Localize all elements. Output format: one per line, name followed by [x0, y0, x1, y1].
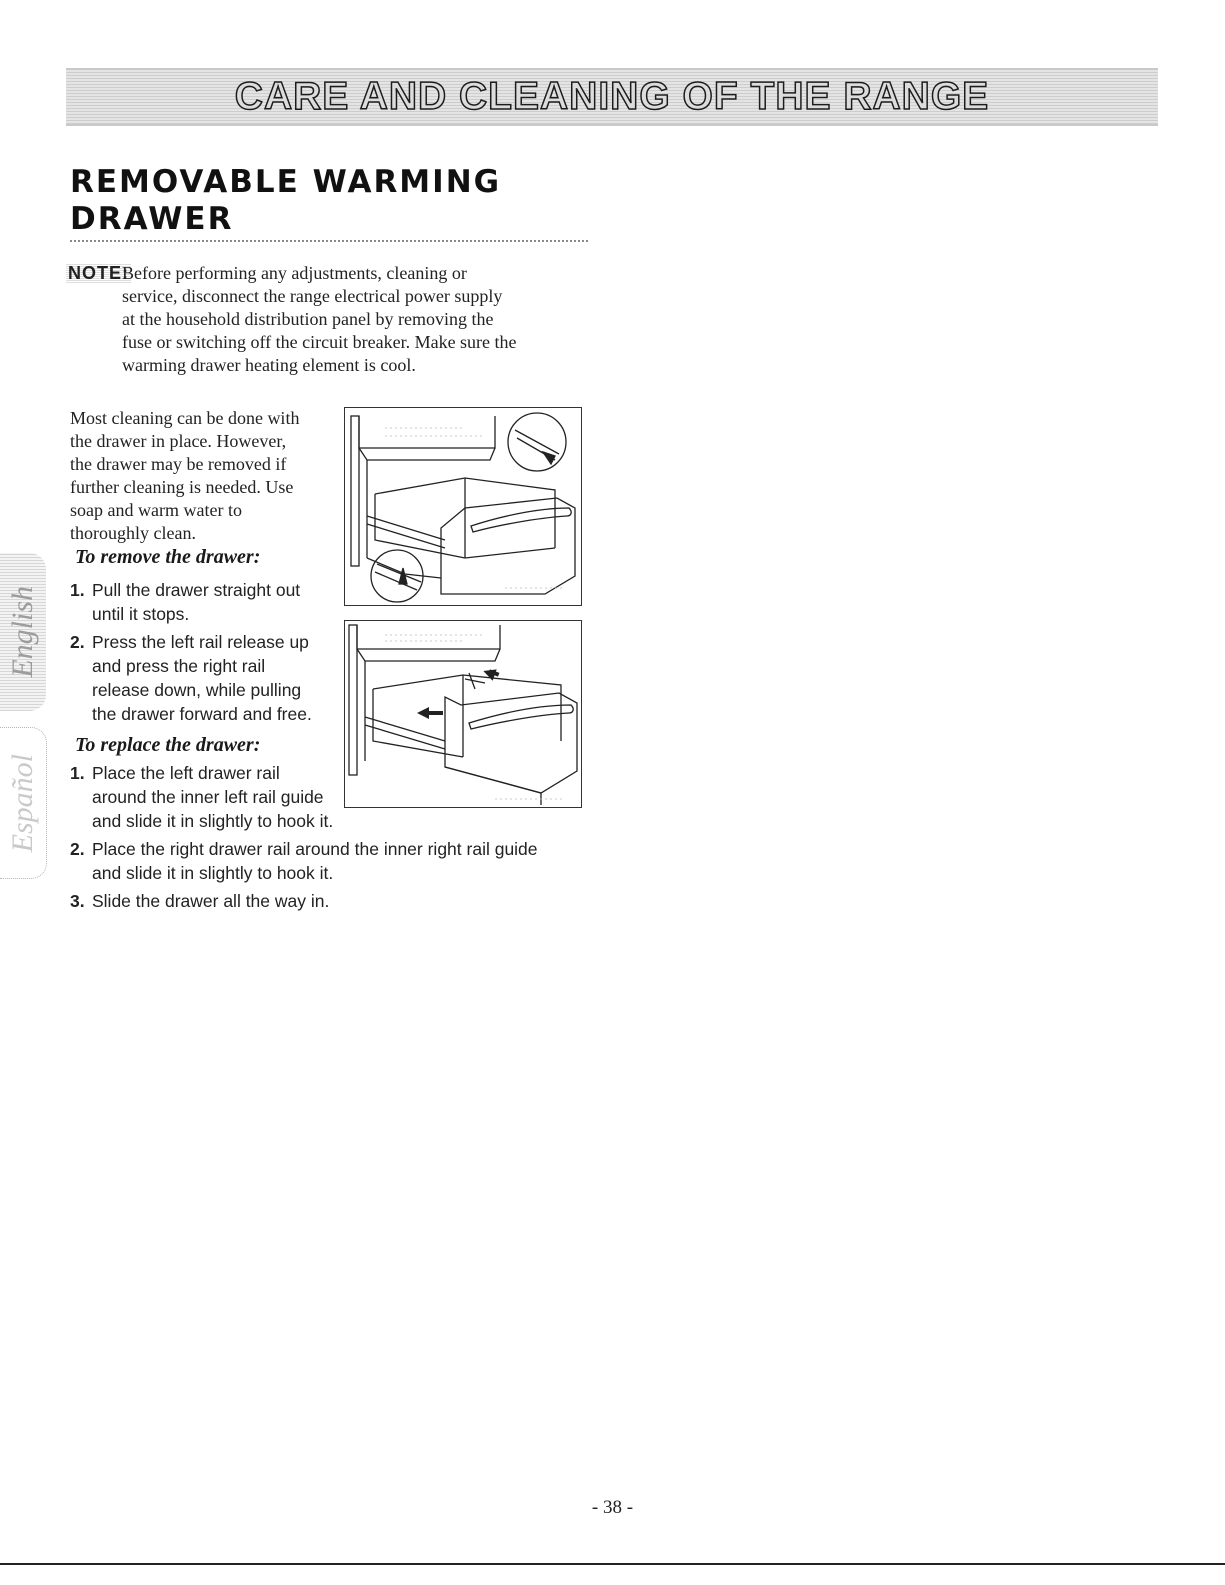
step-number: 2.: [70, 632, 85, 652]
step-line: Press the left rail release up: [92, 632, 309, 652]
step-line: Pull the drawer straight out: [92, 580, 301, 600]
intro-line-5: soap and warm water to: [70, 500, 242, 520]
language-tab-espanol: [0, 727, 47, 879]
replace-step: [70, 837, 590, 885]
step-line: and press the right rail: [92, 656, 266, 676]
note-line-2: service, disconnect the range electrical power supply: [122, 286, 503, 306]
note-line-3: at the household distribution panel by removing the: [122, 309, 494, 329]
section-title-line-1: REMOVABLE WARMING: [70, 164, 502, 200]
replace-heading: To replace the drawer:: [75, 734, 261, 756]
intro-line-4: further cleaning is needed. Use: [70, 477, 294, 497]
step-line: until it stops.: [92, 604, 190, 624]
note-block: [66, 262, 591, 377]
step-line: Place the right drawer rail around the inner right rail guide: [92, 839, 538, 859]
note-label: NOTE:: [68, 263, 129, 283]
banner-title: CARE AND CLEANING OF THE RANGE: [234, 75, 990, 118]
section-title-line-2: DRAWER: [70, 201, 234, 237]
drawer-removal-illustration: [345, 408, 581, 605]
bottom-rule: [0, 1563, 1225, 1565]
note-text: [122, 262, 591, 377]
remove-step: [70, 630, 340, 726]
step-line: release down, while pulling: [92, 680, 302, 700]
drawer-removal-figure: [344, 407, 582, 606]
intro-line-3: the drawer may be removed if: [70, 454, 287, 474]
step-number: 1.: [70, 763, 85, 783]
drawer-replacement-illustration: [345, 621, 581, 807]
step-line: Place the left drawer rail: [92, 763, 280, 783]
intro-line-1: Most cleaning can be done with: [70, 408, 300, 428]
intro-line-6: thoroughly clean.: [70, 523, 196, 543]
remove-steps: [70, 578, 340, 730]
language-tab-english-label: English: [6, 586, 39, 678]
remove-heading: To remove the drawer:: [75, 546, 261, 568]
intro-line-2: the drawer in place. However,: [70, 431, 287, 451]
step-line: around the inner left rail guide: [92, 787, 324, 807]
language-tab-english: [0, 553, 46, 711]
remove-step: [70, 578, 340, 626]
drawer-replacement-figure: [344, 620, 582, 808]
page-number: - 38 -: [591, 1497, 634, 1518]
note-line-1: Before performing any adjustments, cleaning or: [122, 263, 467, 283]
section-title: [70, 164, 501, 238]
section-banner: [66, 68, 1158, 126]
note-line-4: fuse or switching off the circuit breaker. Make sure the: [122, 332, 517, 352]
step-number: 2.: [70, 839, 85, 859]
replace-step: [70, 889, 590, 913]
language-tab-espanol-label: Español: [6, 753, 39, 853]
note-line-5: warming drawer heating element is cool.: [122, 355, 416, 375]
step-line: and slide it in slightly to hook it.: [92, 811, 334, 831]
step-number: 3.: [70, 891, 85, 911]
step-number: 1.: [70, 580, 85, 600]
step-line: Slide the drawer all the way in.: [92, 891, 330, 911]
step-line: and slide it in slightly to hook it.: [92, 863, 334, 883]
intro-paragraph: [70, 407, 340, 545]
step-line: the drawer forward and free.: [92, 704, 312, 724]
title-divider: [70, 240, 588, 242]
